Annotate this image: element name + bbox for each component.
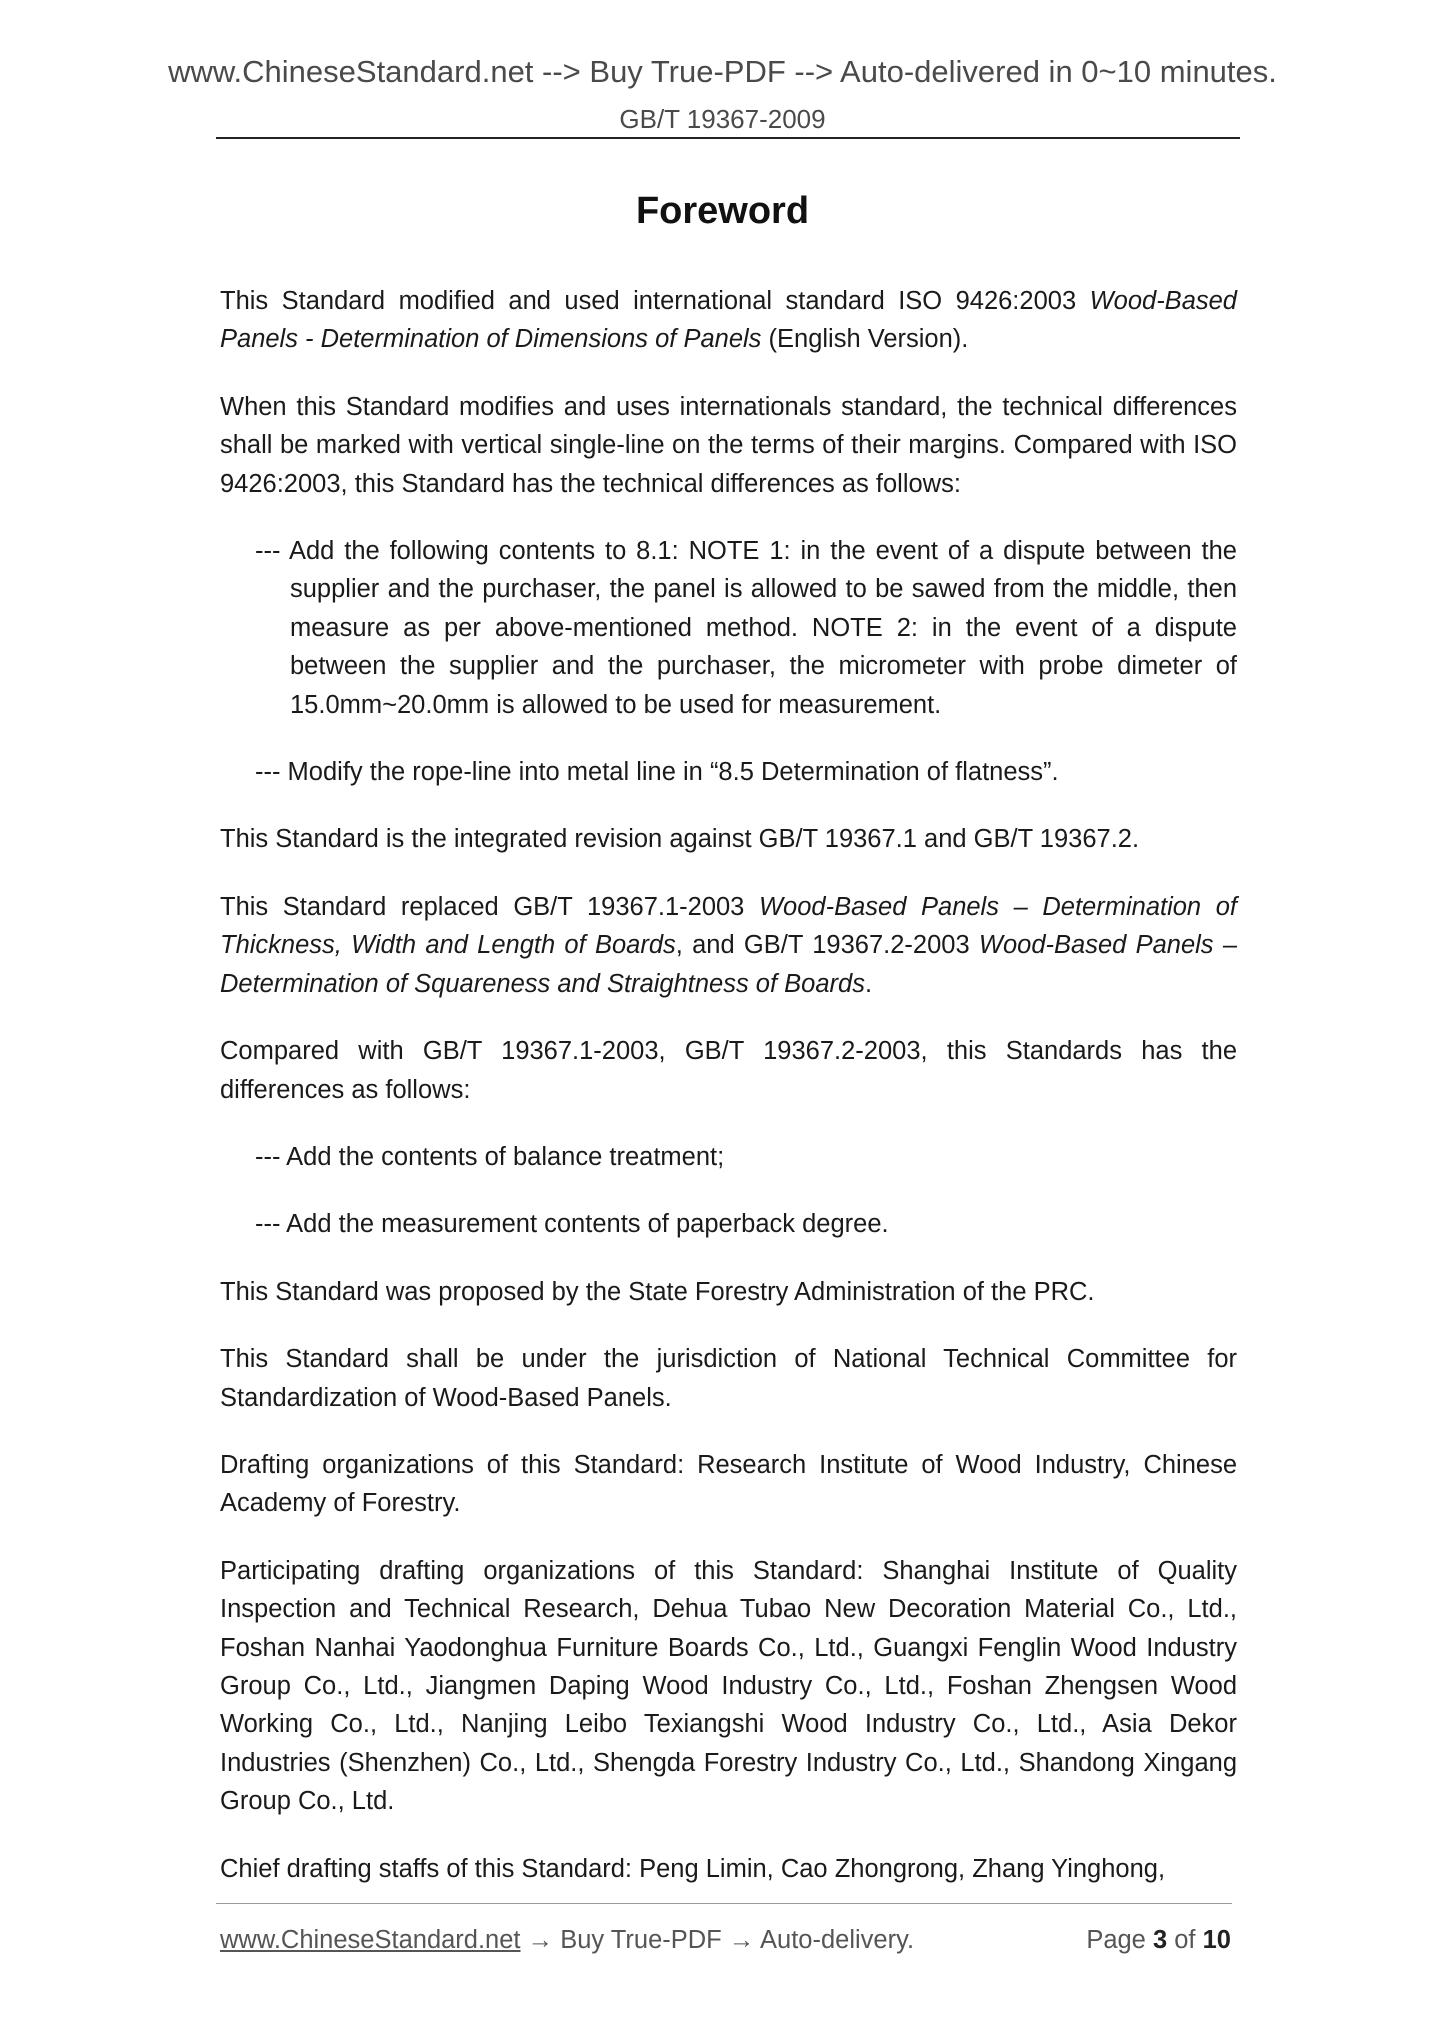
list-item-note-addition: --- Add the following contents to 8.1: NOTE 1: in the event of a dispute between the supplier and the purchaser, the panel is allowed to be sawed from the middle, then measure as per above-mentioned method. NOTE 2: in the event of a dispute between the supplier and the purchaser, the micrometer with probe dimeter of 15.0mm~20.0mm is allowed to be used for measurement. [255,537,1237,719]
paragraph-drafting-organizations: Drafting organizations of this Standard: Research Institute of Wood Industry, Chinese Academy of Forestry. [220,1450,1237,1518]
paragraph-jurisdiction: This Standard shall be under the jurisdiction of National Technical Committee for Standardization of Wood-Based Panels. [220,1345,1237,1412]
paragraph-technical-differences: When this Standard modifies and uses internationals standard, the technical differences shall be marked with vertical single-line on the terms of their margins. Compared with ISO 9426:2003, this Standard has the technical differences as follows: [220,392,1237,498]
replaced-title-1: Wood-Based Panels – Determination of Thickness, Width and Length of Boards [220,892,1237,960]
list-item-metal-line: --- Modify the rope-line into metal line in “8.5 Determination of flatness”. [255,758,1059,787]
current-page-number: 3 [1152,1926,1168,1954]
header-divider [216,137,1240,139]
iso-title: Wood-Based Panels - Determination of Dimensions of Panels [220,287,1237,354]
paragraph-chief-drafting-staffs: Chief drafting staffs of this Standard: Peng Limin, Cao Zhongrong, Zhang Yinghong, [220,1854,1166,1883]
paragraph-proposed-by: This Standard was proposed by the State Forestry Administration of the PRC. [220,1277,1095,1306]
footer-links [220,1928,914,1954]
footer-site-link[interactable]: www.ChineseStandard.net [220,1926,521,1954]
list-item-balance-treatment: --- Add the contents of balance treatment; [255,1142,725,1171]
paragraph-participating-organizations: Participating drafting organizations of this Standard: Shanghai Institute of Quality Inspection and Technical Research, Dehua Tubao New Decoration Material Co., Ltd., Foshan Nanhai Yaodonghua Furniture Boards Co., Ltd., Guangxi Fenglin Wood Industry Group Co., Ltd., Jiangmen Daping Wood Industry Co., Ltd., Foshan Zhengsen Wood Working Co., Ltd., Nanjing Leibo Texiangshi Wood Industry Co., Ltd., Asia Dekor Industries (Shenzhen) Co., Ltd., Shengda Forestry Industry Co., Ltd., Shandong Xingang Group Co., Ltd. [220,1556,1237,1816]
arrow-icon: → [527,1926,554,1954]
standard-code-header: GB/T 19367-2009 [619,104,826,134]
paragraph-iso-reference: This Standard modified and used international standard ISO 9426:2003 Wood-Based Panels - Determination of Dimensions of Panels (English Version). [220,287,1237,354]
foreword-body [220,282,1237,1888]
paragraph-replaced-standards: This Standard replaced GB/T 19367.1-2003 Wood-Based Panels – Determination of Thickness, Width and Length of Boards, and GB/T 19367.2-2003 Wood-Based Panels – Determination of Squareness and Straightness of Boards. [220,892,1237,998]
page-title: Foreword [635,190,810,232]
replaced-title-2: Wood-Based Panels – Determination of Squareness and Straightness of Boards [220,931,1237,998]
arrow-icon: → [728,1926,755,1954]
footer-divider [216,1903,1232,1904]
list-item-paperback-degree: --- Add the measurement contents of paperback degree. [255,1210,889,1239]
total-pages: 10 [1202,1926,1231,1954]
footer-delivery-text: Auto-delivery. [760,1926,915,1954]
site-banner[interactable]: www.ChineseStandard.net --> Buy True-PDF --> Auto-delivered in 0~10 minutes. [168,54,1277,89]
paragraph-integrated-revision: This Standard is the integrated revision against GB/T 19367.1 and GB/T 19367.2. [220,825,1140,854]
footer-buy-text: Buy True-PDF [560,1926,722,1954]
paragraph-compared-differences: Compared with GB/T 19367.1-2003, GB/T 19367.2-2003, this Standards has the differences as follows: [220,1037,1237,1104]
page-indicator: Page 3 of 10 [1086,1926,1231,1954]
